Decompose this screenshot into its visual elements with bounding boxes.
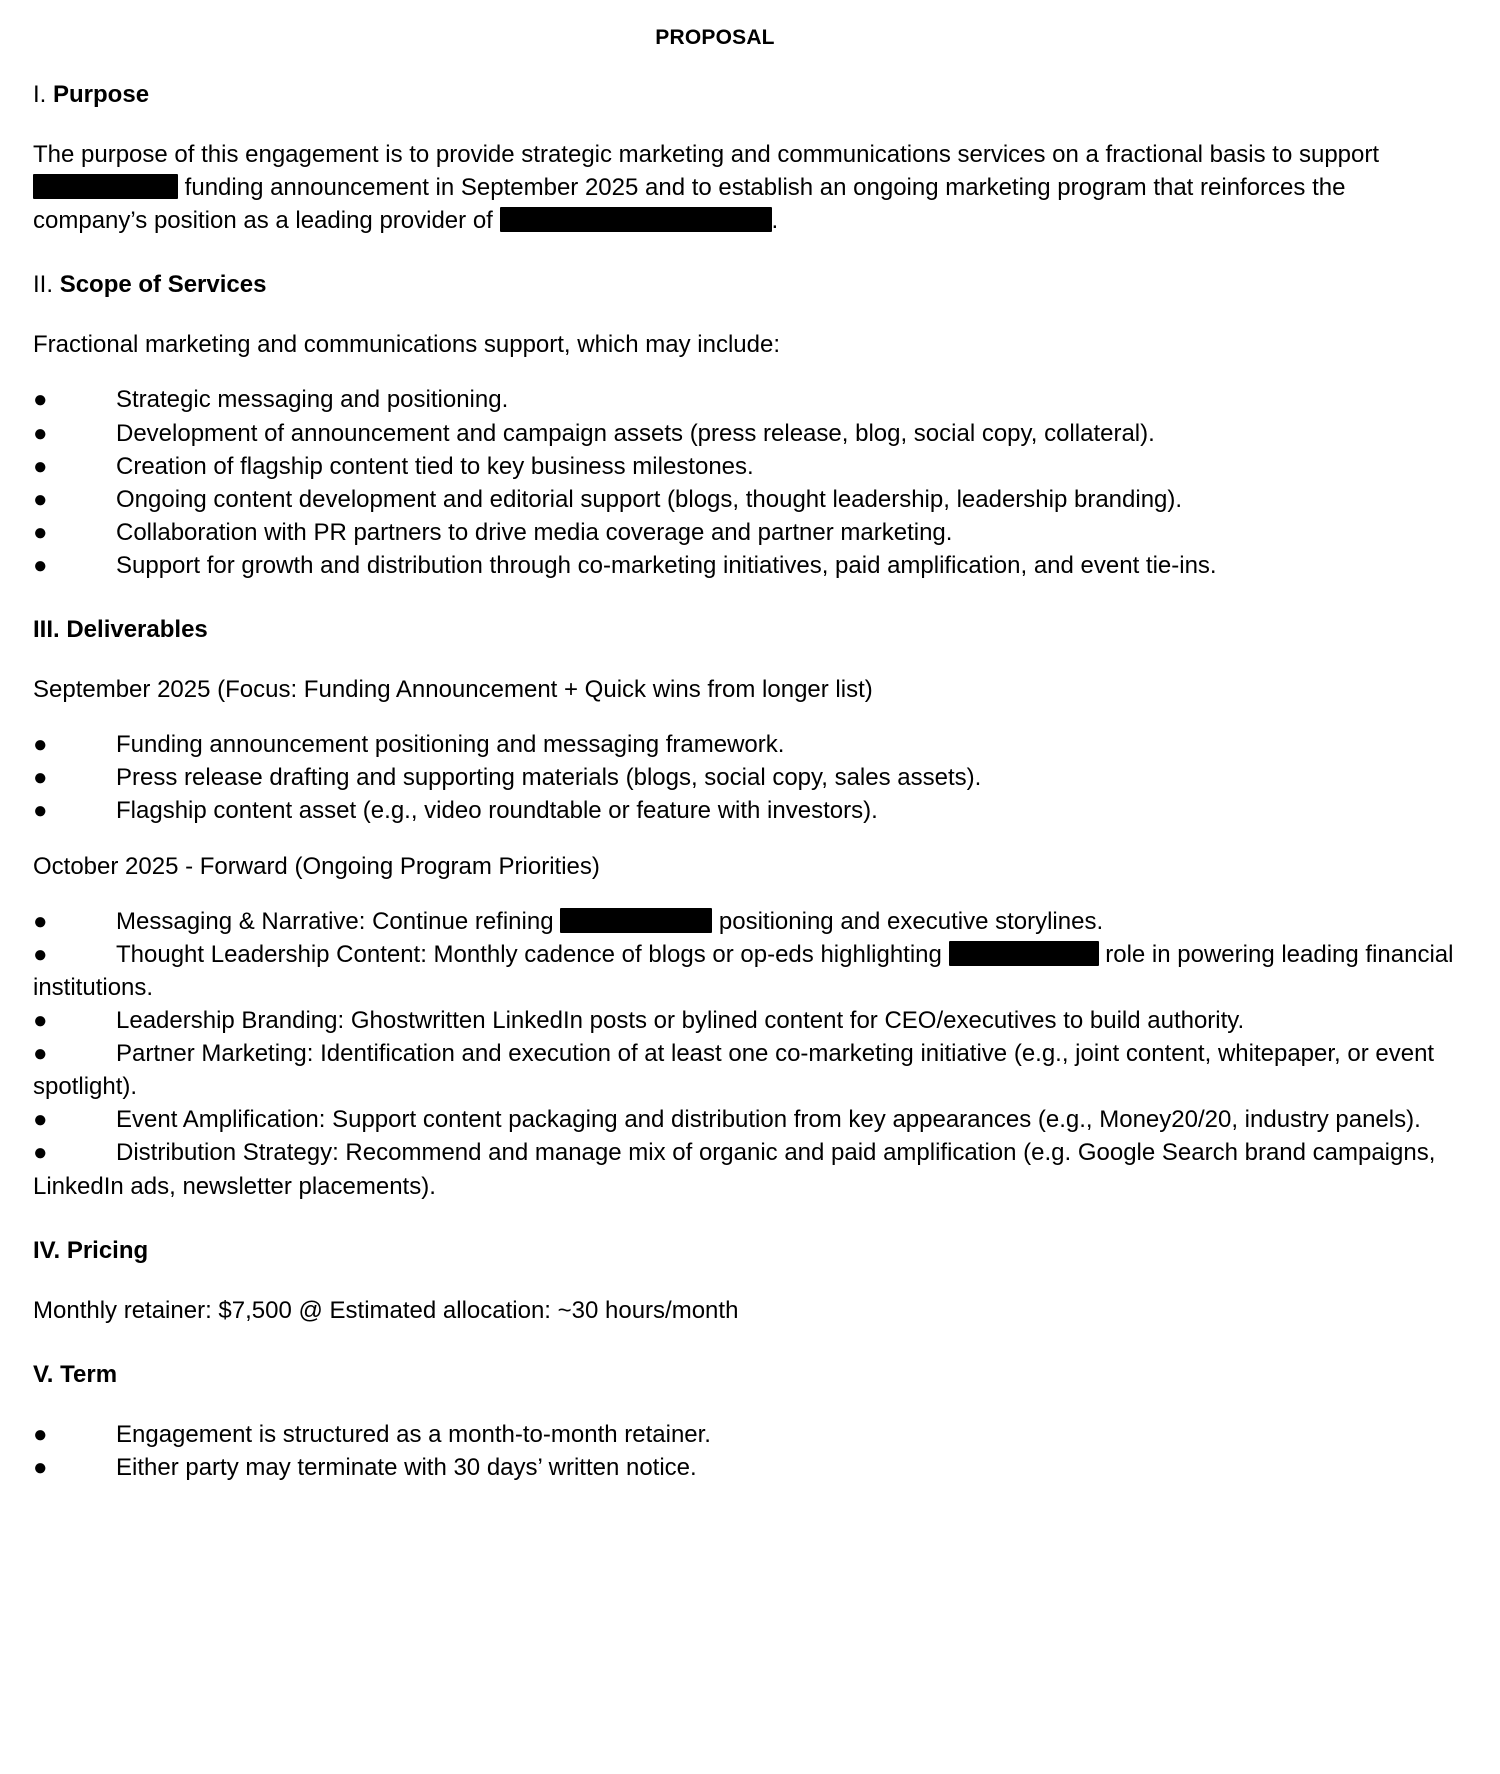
list-item [0, 516, 1500, 549]
section-numeral: I. [33, 81, 47, 108]
scope-bullet-list [0, 383, 1500, 582]
purpose-text-part-3: . [771, 207, 779, 235]
bullet-icon: ● [33, 940, 48, 968]
list-item-label: Leadership Branding: Ghostwritten LinkedIn posts or bylined content for CEO/executives to build authority. [116, 1006, 1245, 1034]
pricing-paragraph: Monthly retainer: $7,500 @ Estimated allocation: ~30 hours/month [33, 1296, 739, 1324]
list-item-label-suffix: role in powering leading financial institutions. [33, 940, 1454, 1001]
section-heading-purpose [0, 80, 1500, 110]
section-heading-deliverables [0, 615, 1500, 645]
list-item [0, 1451, 1500, 1484]
list-item-label: Messaging & Narrative: Continue refining [116, 907, 554, 935]
section-title: Pricing [66, 1236, 149, 1264]
section-title: Deliverables [66, 616, 208, 644]
list-item [0, 761, 1500, 794]
list-item [0, 1037, 1500, 1103]
list-item [0, 383, 1500, 416]
bullet-icon: ● [33, 551, 48, 579]
section-numeral: II. [33, 271, 54, 299]
bullet-icon: ● [33, 797, 48, 825]
bullet-icon: ● [33, 1040, 48, 1068]
purpose-paragraph [0, 138, 1500, 237]
list-item-content [33, 938, 1480, 1004]
redaction-box-1 [33, 174, 178, 199]
bullet-icon: ● [33, 1420, 48, 1448]
list-item-label: Partner Marketing: Identification and execution of at least one co-marketing initiative (e.g., joint content, whitepaper, or event spotlight). [33, 1040, 1435, 1101]
scope-intro-paragraph: Fractional marketing and communications support, which may include: [33, 331, 781, 359]
list-item-label: Either party may terminate with 30 days’ written notice. [116, 1453, 697, 1481]
list-item-label: Creation of flagship content tied to key business milestones. [116, 452, 754, 480]
deliverables-subheading-september: September 2025 (Focus: Funding Announcement + Quick wins from longer list) [33, 676, 873, 704]
section-title: Purpose [53, 81, 150, 108]
list-item [0, 1418, 1500, 1451]
list-item-label: Event Amplification: Support content packaging and distribution from key appearances (e.g., Money20/20, industry panels). [116, 1106, 1421, 1134]
list-item [0, 549, 1500, 582]
list-item-label-suffix: positioning and executive storylines. [718, 907, 1104, 935]
bullet-icon: ● [33, 518, 48, 546]
bullet-icon: ● [33, 764, 48, 792]
bullet-icon: ● [33, 485, 48, 513]
section-title: Scope of Services [59, 271, 267, 299]
page-title: PROPOSAL [655, 26, 775, 49]
term-bullet-list [0, 1418, 1500, 1484]
bullet-icon: ● [33, 731, 48, 759]
list-item [0, 1136, 1500, 1202]
list-item [0, 1004, 1500, 1037]
list-item [0, 417, 1500, 450]
bullet-icon: ● [33, 386, 48, 414]
bullet-icon: ● [33, 452, 48, 480]
bullet-icon: ● [33, 1139, 48, 1167]
list-item-label: Press release drafting and supporting materials (blogs, social copy, sales assets). [116, 764, 982, 792]
section-heading-pricing [0, 1236, 1500, 1266]
bullet-icon: ● [33, 1106, 48, 1134]
list-item [0, 450, 1500, 483]
purpose-text-part-2: funding announcement in September 2025 and to establish an ongoing marketing program that reinforces the company’s position as a leading provider of [33, 174, 1346, 235]
list-item [0, 483, 1500, 516]
section-heading-term [0, 1360, 1500, 1390]
list-item [0, 1103, 1500, 1136]
list-item-content [33, 905, 1480, 938]
deliverables-september-bullet-list [0, 728, 1500, 827]
redaction-box-4 [949, 941, 1099, 966]
deliverables-subheading-october: October 2025 - Forward (Ongoing Program Priorities) [33, 852, 600, 880]
section-numeral: V. [33, 1360, 54, 1388]
deliverables-october-bullet-list [0, 905, 1500, 1203]
list-item-label: Engagement is structured as a month-to-month retainer. [116, 1420, 711, 1448]
list-item-label: Thought Leadership Content: Monthly cadence of blogs or op-eds highlighting [116, 940, 942, 968]
section-numeral: III. [33, 616, 60, 644]
list-item-label: Collaboration with PR partners to drive media coverage and partner marketing. [116, 518, 953, 546]
list-item [0, 728, 1500, 761]
list-item-label: Ongoing content development and editorial support (blogs, thought leadership, leadership branding). [116, 485, 1183, 513]
bullet-icon: ● [33, 1453, 48, 1481]
purpose-text-part-1: The purpose of this engagement is to provide strategic marketing and communications services on a fractional basis to support [33, 141, 1380, 168]
bullet-icon: ● [33, 1006, 48, 1034]
section-numeral: IV. [33, 1236, 61, 1264]
list-item [0, 794, 1500, 827]
bullet-icon: ● [33, 419, 48, 447]
list-item [0, 938, 1500, 1004]
list-item-label: Distribution Strategy: Recommend and manage mix of organic and paid amplification (e.g. Google Search brand campaigns, LinkedIn ads, newsletter placements). [33, 1139, 1436, 1200]
bullet-icon: ● [33, 907, 48, 935]
list-item-label: Development of announcement and campaign assets (press release, blog, social copy, collateral). [116, 419, 1155, 447]
list-item-label: Support for growth and distribution through co-marketing initiatives, paid amplification, and event tie-ins. [116, 551, 1217, 579]
redaction-box-2 [500, 207, 772, 232]
list-item-label: Funding announcement positioning and messaging framework. [116, 731, 785, 759]
redaction-box-3 [560, 908, 712, 933]
section-heading-scope-of-services [0, 270, 1500, 300]
list-item [0, 905, 1500, 938]
list-item-label: Flagship content asset (e.g., video roundtable or feature with investors). [116, 797, 878, 825]
section-title: Term [60, 1360, 118, 1388]
list-item-label: Strategic messaging and positioning. [116, 386, 509, 414]
